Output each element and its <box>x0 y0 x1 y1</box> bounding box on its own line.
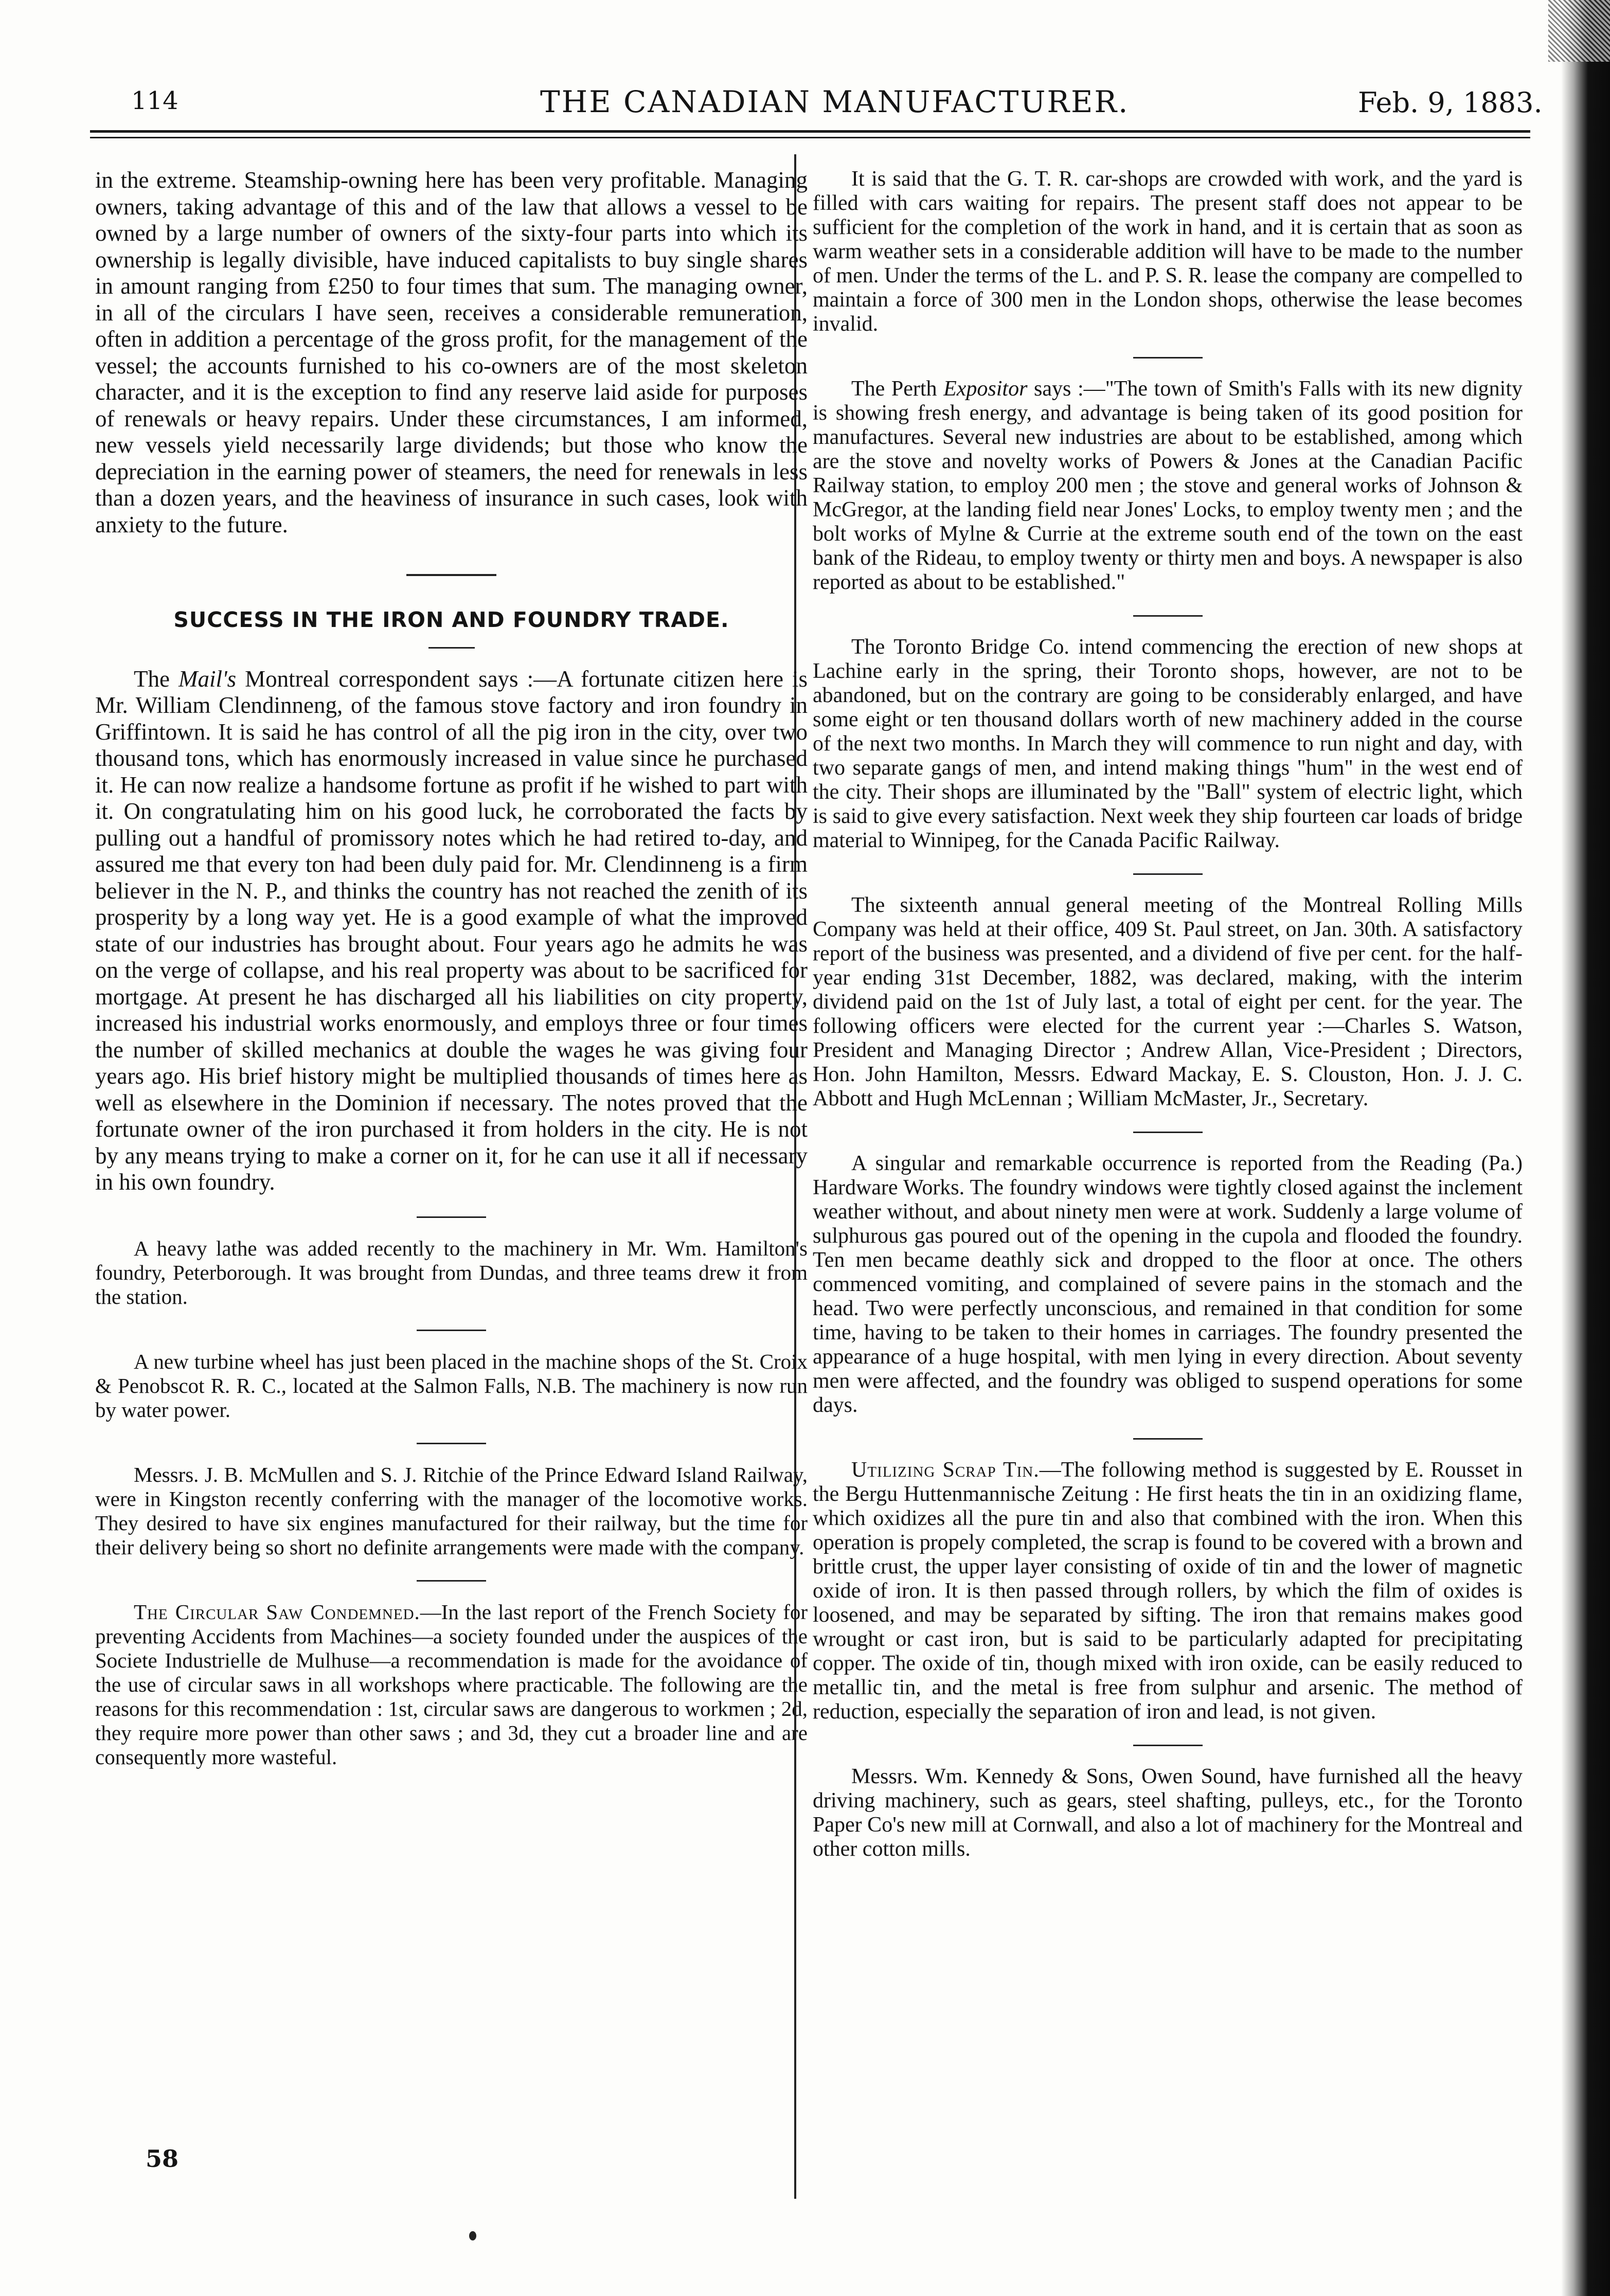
heading-rule <box>428 647 475 649</box>
page-corner-noise <box>1548 0 1610 62</box>
left-column <box>95 167 808 1769</box>
article-lathe: A heavy lathe was added recently to the machinery in Mr. Wm. Hamilton's foundry, Peterborough. It was brought from Dundas, and three teams drew it from the station. <box>95 1236 808 1308</box>
item-separator <box>1133 1438 1203 1440</box>
section-heading: SUCCESS IN THE IRON AND FOUNDRY TRADE. <box>173 607 729 632</box>
section-separator <box>406 574 496 576</box>
article-kennedy-sons: Messrs. Wm. Kennedy & Sons, Owen Sound, have furnished all the heavy driving machinery, such as gears, steel shafting, pulleys, etc., for the Toronto Paper Co's new mill at Cornwall, and also a lot of machinery for the Montreal and other cotton mills. <box>813 1765 1523 1861</box>
article-clendinneng: The Mail's Montreal correspondent says :—A fortunate citizen here is Mr. William Clendinneng, of the famous stove factory and iron foundry in Griffintown. It is said he has control of all the pig iron in the city, over two thousand tons, which has enormously increased in value since he purchased it. He can now realize a handsome fortune as profit if he wished to part with it. On congratulating him on his good luck, he corroborated the facts by pulling out a handful of promissory notes which he had retired to-day, and assured me that every ton had been duly paid for. Mr. Clendinneng is a firm believer in the N. P., and thinks the country has not reached the zenith of its prosperity by a long way yet. He is a good example of what the improved state of our industries has brought about. Four years ago he admits he was on the verge of collapse, and his real property was about to be sacrificed for mortgage. At present he has discharged all his liabilities on city property, increased his industrial works enormously, and employs three or four times the number of skilled mechanics at double the wages he was giving four years ago. His brief history might be multiplied thousands of times here as well as elsewhere in the Dominion if necessary. The notes proved that the fortunate owner of the iron purchased it from holders in the city. He is not by any means trying to make a corner on it, for he can use it all if necessary in his own foundry. <box>95 666 808 1195</box>
masthead-title: THE CANADIAN MANUFACTURER. <box>540 84 1130 119</box>
header-rule-thick <box>90 130 1530 133</box>
article-circular-saw: The Circular Saw Condemned.—In the last report of the French Society for preventing Accidents from Machines—a society founded under the auspices of the Societe Industrielle de Mulhuse—a recommendation is made for the avoidance of the use of circular saws in all workshops where practicable. The following are the reasons for this recommendation : 1st, circular saws are dangerous to workmen ; 2d, they require more power than other saws ; and 3d, they cut a broader line and are consequently more wasteful. <box>95 1600 808 1769</box>
item-separator <box>417 1330 486 1331</box>
article-rolling-mills: The sixteenth annual general meeting of the Montreal Rolling Mills Company was held at their office, 409 St. Paul street, on Jan. 30th. A satisfactory report of the business was presented, and a dividend of five per cent. for the half-year ending 31st December, 1882, was declared, making, with the interim dividend paid on the 1st of July last, a total of eight per cent. for the year. The following officers were elected for the current year :—Charles S. Watson, President and Managing Director ; Andrew Allan, Vice-President ; Directors, Hon. John Hamilton, Messrs. Edward Mackay, E. S. Clouston, Hon. J. J. C. Abbott and Hugh McLennan ; William McMaster, Jr., Secretary. <box>813 893 1523 1110</box>
item-separator <box>1133 1132 1203 1133</box>
header-rule-thin <box>90 137 1530 138</box>
item-separator <box>1133 1745 1203 1746</box>
item-separator <box>417 1216 486 1218</box>
article-steamship-continued: in the extreme. Steamship-owning here has been very profitable. Managing owners, taking advantage of this and of the law that allows a vessel to be owned by a large number of owners of the sixty-four parts into which its ownership is legally divisible, have induced capitalists to buy single shares in amount ranging from £250 to four times that sum. The managing owner, in all of the circulars I have seen, receives a considerable remuneration, often in addition a percentage of the gross profit, for the management of the vessel; the accounts furnished to his co-owners are of the most skeleton character, and it is the exception to find any reserve laid aside for purposes of renewals or heavy repairs. Under these circumstances, I am informed, new vessels yield necessarily large dividends; but those who know the depreciation in the earning power of steamers, the need for renewals in less than a dozen years, and the heaviness of insurance in such cases, look with anxiety to the future. <box>95 167 808 537</box>
signature-mark: 58 <box>146 2145 179 2173</box>
article-scrap-tin: Utilizing Scrap Tin.—The following method is suggested by E. Rousset in the Bergu Huttenmannische Zeitung : He first heats the tin in an oxidizing flame, which oxidizes all the pure tin and also that combined with the iron. When this operation is propely completed, the scrap is found to be covered with a brown and brittle crust, the upper layer consisting of oxide of tin and the lower of magnetic oxide of iron. It is then passed through rollers, by which the film of oxides is loosened, and may be separated by sifting. The iron that remains makes good wrought or cast iron, but is said to be particularly adapted for precipitating copper. The oxide of tin, though mixed with iron oxide, can be easily reduced to metallic tin, and the metal is free from sulphur and arsenic. The method of reduction, especially the separation of iron and lead, is not given. <box>813 1458 1523 1724</box>
ink-blot <box>469 2231 476 2240</box>
issue-date: Feb. 9, 1883. <box>1358 86 1543 119</box>
article-turbine: A new turbine wheel has just been placed in the machine shops of the St. Croix & Penobscot R. R. C., located at the Salmon Falls, N.B. The machinery is now run by water power. <box>95 1349 808 1422</box>
article-toronto-bridge: The Toronto Bridge Co. intend commencing the erection of new shops at Lachine early in the spring, their Toronto shops, however, are not to be abandoned, but on the contrary are going to be considerably enlarged, and have some eight or ten thousand dollars worth of new machinery added in the course of the next two months. In March they will commence to run night and day, with two separate gangs of men, and intend making things "hum" in the west end of the city. Their shops are illuminated by the "Ball" system of electric light, which is said to give every satisfaction. Next week they ship fourteen car loads of bridge material to Winnipeg, for the Canada Pacific Railway. <box>813 635 1523 852</box>
item-separator <box>417 1580 486 1582</box>
item-separator <box>1133 357 1203 358</box>
article-mcmullen: Messrs. J. B. McMullen and S. J. Ritchie of the Prince Edward Island Railway, were in Kingston recently conferring with the manager of the locomotive works. They desired to have six engines manufactured for their railway, but the time for their delivery being so short no definite arrangements were made with the company. <box>95 1462 808 1559</box>
article-perth-expositor: The Perth Expositor says :—"The town of Smith's Falls with its new dignity is showing fresh energy, and advantage is being taken of its good position for manufactures. Several new industries are about to be established, among which are the stove and novelty works of Powers & Jones at the Canadian Pacific Railway station, to employ 200 men ; the stove and general works of Johnson & McGregor, at the landing field near Jones' Locks, to employ twenty men ; and the bolt works of Mylne & Currie at the extreme south end of the town on the east bank of the Rideau, to employ twenty or thirty men and boys. A newspaper is also reported as about to be established." <box>813 377 1523 594</box>
page-binding-shadow <box>1561 0 1610 2296</box>
item-separator <box>1133 615 1203 617</box>
item-separator <box>417 1443 486 1444</box>
page-number: 114 <box>131 86 178 115</box>
item-separator <box>1133 873 1203 875</box>
article-gtr-car-shops: It is said that the G. T. R. car-shops are crowded with work, and the yard is filled with cars waiting for repairs. The present staff does not appear to be sufficient for the completion of the work in hand, and it is certain that as soon as warm weather sets in a considerable addition will have to be made to the number of men. Under the terms of the L. and P. S. R. lease the company are compelled to maintain a force of 300 men in the London shops, otherwise the lease becomes invalid. <box>813 167 1523 336</box>
article-reading-hardware: A singular and remarkable occurrence is reported from the Reading (Pa.) Hardware Works. The foundry windows were tightly closed against the inclement weather without, and about ninety men were at work. Suddenly a large volume of sulphurous gas poured out of the opening in the cupola and flooded the foundry. Ten men became deathly sick and dropped to the floor at once. The others commenced vomiting, and complained of severe pains in the stomach and the head. Two were perfectly unconscious, and remained in that condition for some time, having to be taken to their homes in carriages. The foundry presented the appearance of a huge hospital, with men lying in every direction. About seventy men were affected, and the foundry was obliged to suspend operations for some days. <box>813 1152 1523 1417</box>
right-column <box>813 167 1523 1861</box>
